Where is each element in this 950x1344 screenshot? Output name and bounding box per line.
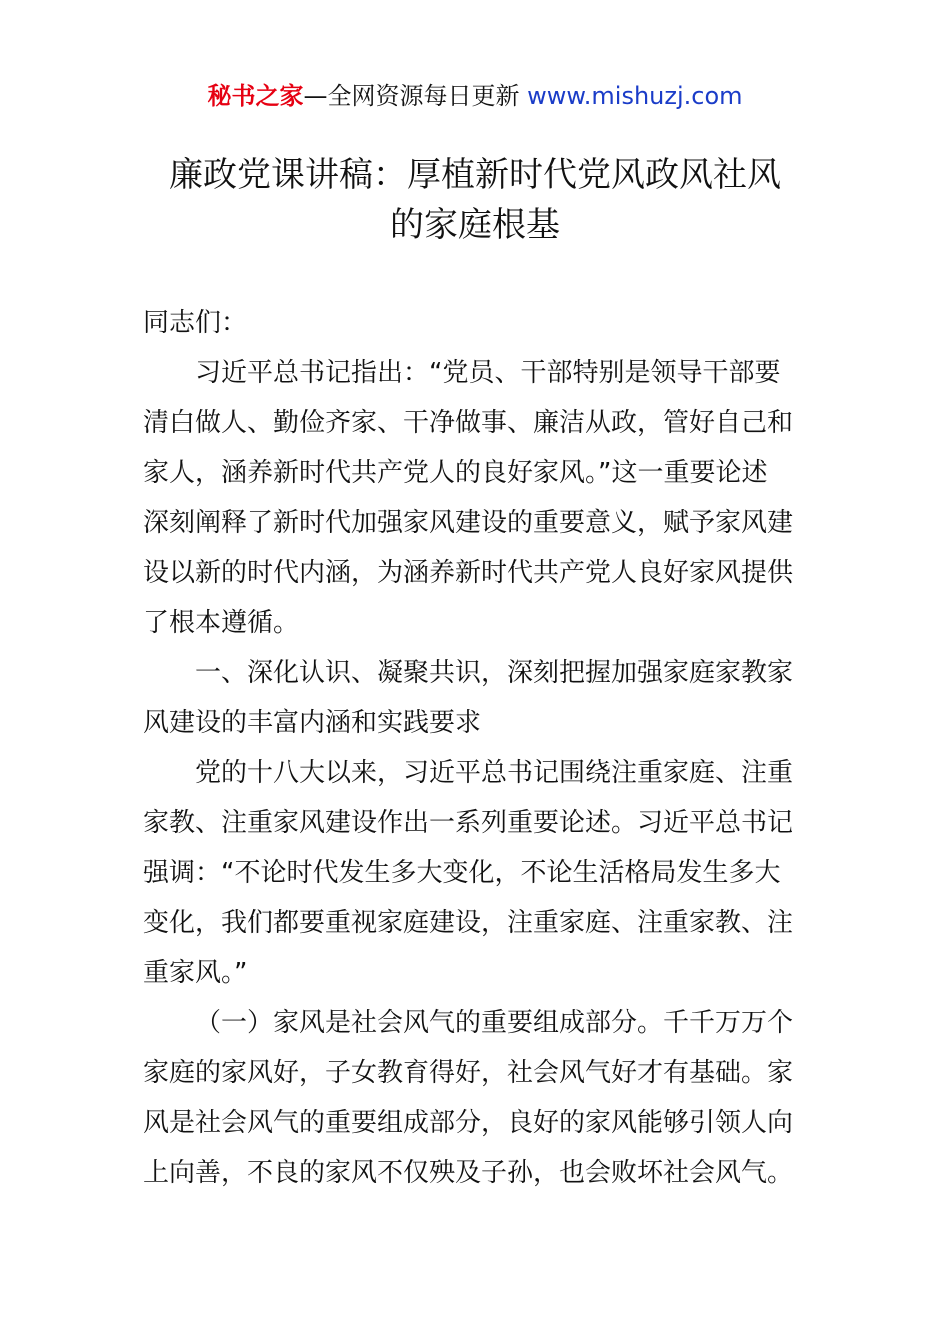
body-text-line: 一、深化认识、凝聚共识，深刻把握加强家庭家教家: [195, 658, 794, 688]
body-text-line: 党的十八大以来，习近平总书记围绕注重家庭、注重: [195, 758, 794, 788]
document-title: [100, 150, 850, 250]
body-text-line: 家人，涵养新时代共产党人的良好家风。”这一重要论述: [143, 458, 768, 488]
body-text-line: 风是社会风气的重要组成部分，良好的家风能够引领人向: [143, 1108, 794, 1138]
body-text-line: 清白做人、勤俭齐家、干净做事、廉洁从政，管好自己和: [143, 408, 794, 438]
body-text-line: （一）家风是社会风气的重要组成部分。千千万万个: [195, 1008, 794, 1038]
body-text-line: 深刻阐释了新时代加强家风建设的重要意义，赋予家风建: [143, 508, 794, 538]
site-header: [0, 80, 950, 112]
site-url-link[interactable]: www.mishuzj.com: [527, 82, 743, 110]
header-tagline: —全网资源每日更新: [303, 82, 528, 110]
body-text-line: 设以新的时代内涵，为涵养新时代共产党人良好家风提供: [143, 558, 794, 588]
body-text-line: 风建设的丰富内涵和实践要求: [143, 708, 482, 738]
body-text-line: 家教、注重家风建设作出一系列重要论述。习近平总书记: [143, 808, 794, 838]
body-text-line: 上向善，不良的家风不仅殃及子孙，也会败坏社会风气。: [143, 1158, 794, 1188]
body-text-line: 重家风。”: [143, 958, 248, 988]
document-body: [143, 298, 811, 1198]
body-text-line: 变化，我们都要重视家庭建设，注重家庭、注重家教、注: [143, 908, 794, 938]
body-text-line: 了根本遵循。: [143, 608, 300, 638]
title-line: 的家庭根基: [390, 205, 560, 245]
brand-name: 秘书之家: [207, 82, 304, 110]
body-text-line: 同志们：: [143, 308, 248, 338]
title-line: 廉政党课讲稿：厚植新时代党风政风社风: [169, 155, 781, 195]
body-text-line: 习近平总书记指出：“党员、干部特别是领导干部要: [195, 358, 781, 388]
body-text-line: 家庭的家风好，子女教育得好，社会风气好才有基础。家: [143, 1058, 794, 1088]
body-text-line: 强调：“不论时代发生多大变化，不论生活格局发生多大: [143, 858, 781, 888]
